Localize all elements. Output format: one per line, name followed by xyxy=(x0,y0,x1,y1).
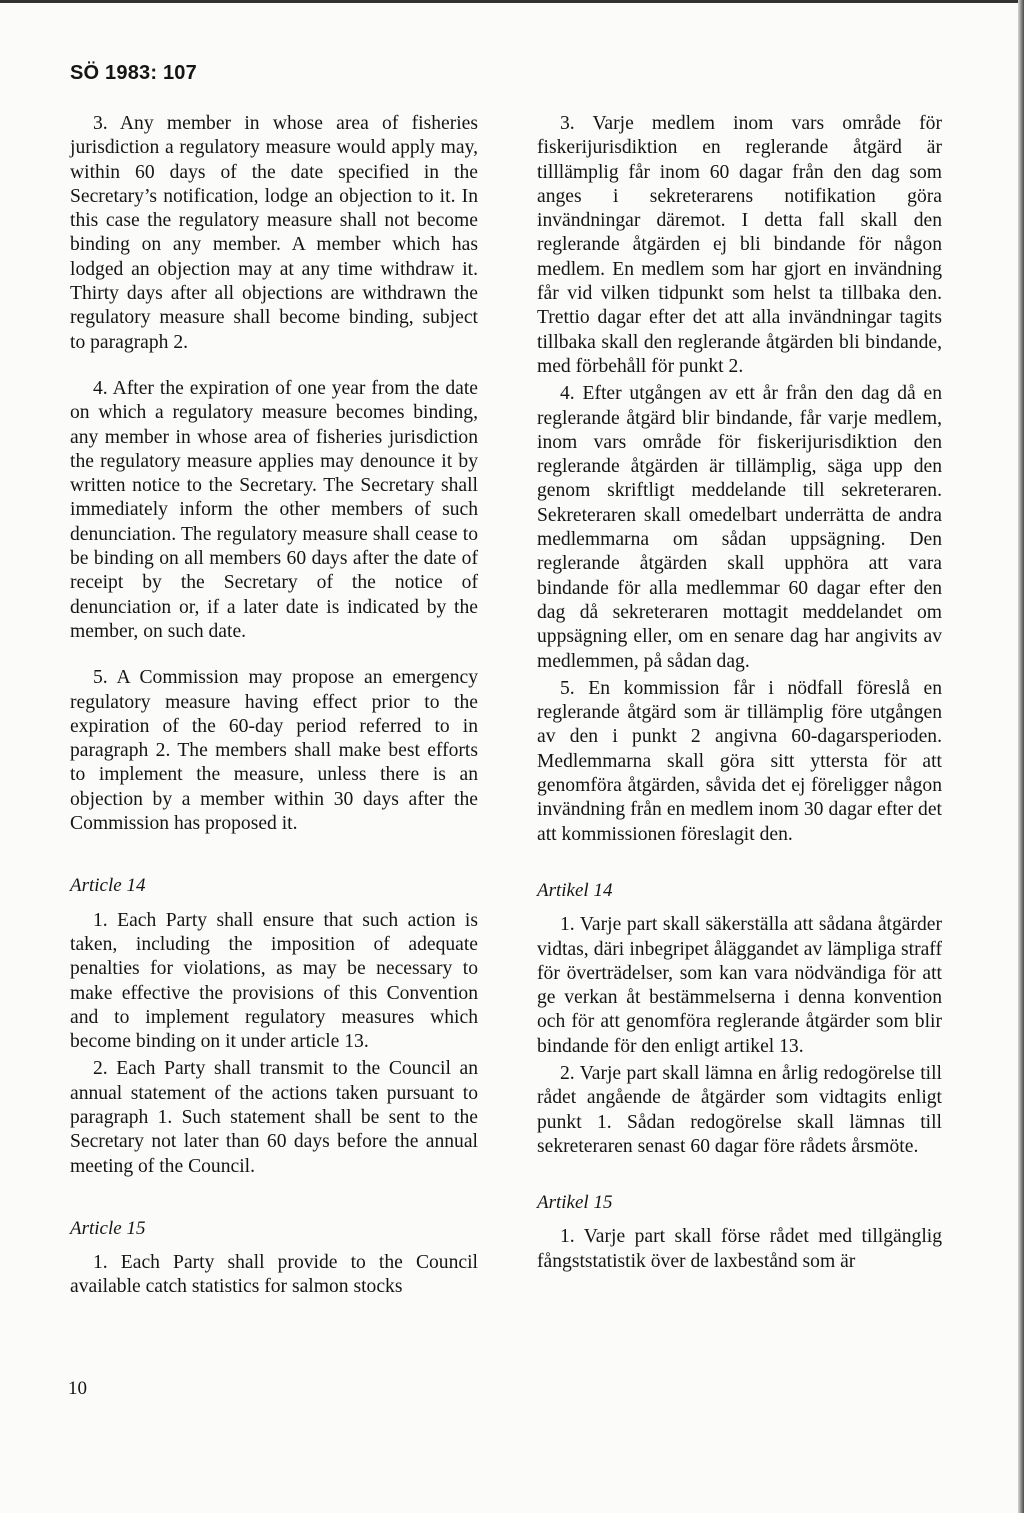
sv-article15-heading: Artikel 15 xyxy=(537,1192,613,1214)
en-article14-heading: Article 14 xyxy=(70,875,146,897)
english-column xyxy=(70,112,478,1300)
en-article14-paragraph-2: 2. Each Party shall transmit to the Council an annual statement of the actions taken pursuant to paragraph 1. Such statement shall be sent to the Secretary not later than 60 days before the annual meeting of the Council. xyxy=(70,1058,478,1177)
sv-article14-heading: Artikel 14 xyxy=(537,879,613,901)
en-article13-paragraph-4: 4. After the expiration of one year from the date on which a regulatory measure becomes binding, any member in whose area of fisheries jurisdiction the regulatory measure applies may denounce it by written notice to the Secretary. The Secretary shall immediately inform the other members of such denunciation. The regulatory measure shall cease to be binding on all members 60 days after the date of receipt by the Secretary of the notice of denunciation or, if a later date is indicated by the member, on such date. xyxy=(70,377,478,642)
en-article15-paragraph-1: 1. Each Party shall provide to the Council available catch statistics for salmon stocks xyxy=(70,1252,478,1298)
document-reference-header: SÖ 1983: 107 xyxy=(70,62,197,84)
sv-article14-paragraph-1: 1. Varje part skall säkerställa att sådana åtgärder vidtas, däri inbegripet åläggandet av lämpliga straff för överträdelser, som kan vara nödvändiga för att ge verkan åt bestämmelserna i denna konvention och för att genomföra reglerande åtgärder som blir bindande för den enligt artikel 13. xyxy=(537,914,942,1057)
en-article13-paragraph-5: 5. A Commission may propose an emergency regulatory measure having effect prior to the expiration of the 60-day period referred to in paragraph 2. The members shall make best efforts to implement the measure, unless there is an objection by a member within 30 days after the Commission has proposed it. xyxy=(70,667,478,835)
sv-article13-paragraph-5: 5. En kommission får i nödfall föreslå en reglerande åtgärd som är tillämplig före utgången av den i punkt 2 angivna 60-dagarsperioden. Medlemmarna skall göra sitt yttersta för att genomföra åtgärden, såvida det ej föreligger någon invändning från en medlem inom 30 dagar efter det att kommissionen föreslagit den. xyxy=(537,677,942,845)
en-article13-paragraph-3: 3. Any member in whose area of fisheries jurisdiction a regulatory measure would apply may, within 60 days of the date specified in the Secretary’s notification, lodge an objection to it. In this case the regulatory measure shall not become binding on any member. A member which has lodged an objection may at any time withdraw it. Thirty days after all objections are withdrawn the regulatory measure shall become binding, subject to paragraph 2. xyxy=(70,113,478,353)
page-number: 10 xyxy=(68,1378,87,1399)
en-article15-heading: Article 15 xyxy=(70,1217,146,1239)
sv-article13-paragraph-4: 4. Efter utgången av ett år från den dag då en reglerande åtgärd blir bindande, får varje medlem, inom vars område för fiskerijurisdiktion den reglerande åtgärden är tillämplig, säga upp den genom skriftligt meddelande till sekreteraren. Sekreteraren skall omedelbart underrätta de andra medlemmarna om sådan uppsägning. Den reglerande åtgärden skall upphöra att vara bindande för alla medlemmar 60 dagar efter den dag då sekreteraren mottagit meddelandet om uppsägning eller, om en senare dag har angivits av medlemmen, på sådan dag. xyxy=(537,383,942,672)
en-article14-paragraph-1: 1. Each Party shall ensure that such action is taken, including the imposition of adequate penalties for violations, as may be necessary to make effective the provisions of this Convention and to implement regulatory measures which become binding on it under article 13. xyxy=(70,909,478,1053)
sv-article15-paragraph-1: 1. Varje part skall förse rådet med tillgänglig fångststatistik över de laxbestånd som är xyxy=(537,1226,942,1272)
sv-article14-paragraph-2: 2. Varje part skall lämna en årlig redogörelse till rådet angående de åtgärder som vidtagits enligt punkt 1. Sådan redogörelse skall lämnas till sekreteraren senast 60 dagar före rådets årsmöte. xyxy=(537,1062,942,1157)
top-edge-rule xyxy=(0,0,1024,3)
sv-article13-paragraph-3: 3. Varje medlem inom vars område för fiskerijurisdiktion en reglerande åtgärd är tilllämplig får inom 60 dagar från den dag som anges i sekreterarens notifikation göra invändningar däremot. I detta fall skall den reglerande åtgärden ej bli bindande för någon medlem. En medlem som har gjort en invändning får vid vilken tidpunkt som helst ta tillbaka den. Trettio dagar efter det att alla invändningar tagits tillbaka skall den reglerande åtgärden bli bindande, med förbehåll för punkt 2. xyxy=(537,113,942,377)
swedish-column xyxy=(537,112,942,1274)
right-edge-shadow xyxy=(1018,0,1024,1513)
